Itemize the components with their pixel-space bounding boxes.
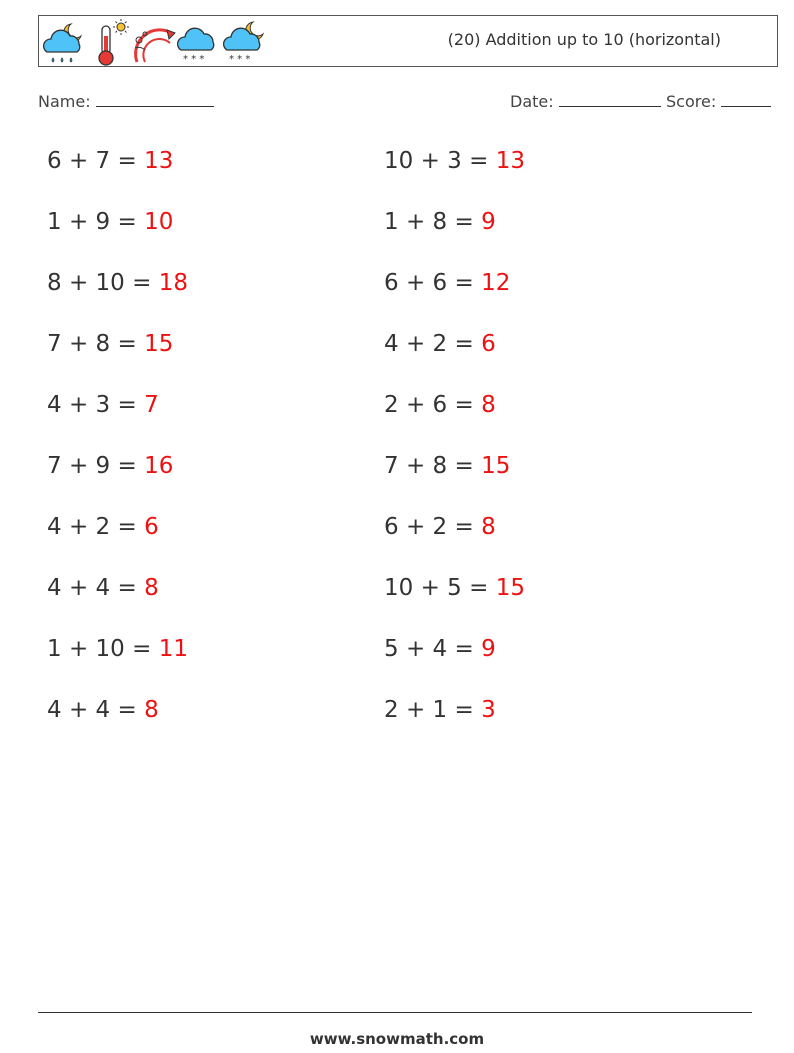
problem-answer: 9 xyxy=(481,209,496,235)
problem-item xyxy=(47,331,173,357)
svg-text:* * *: * * * xyxy=(183,54,205,65)
problem-question: 1 + 8 = xyxy=(384,209,482,235)
svg-text:* * *: * * * xyxy=(229,54,251,65)
problem-question: 6 + 6 = xyxy=(384,270,482,296)
problem-question: 4 + 2 = xyxy=(384,331,482,357)
problem-answer: 7 xyxy=(144,392,159,418)
problem-answer: 8 xyxy=(481,392,496,418)
problem-answer: 18 xyxy=(158,270,188,296)
worksheet-header xyxy=(38,15,778,67)
problem-item xyxy=(47,575,159,601)
thermometer-sun-icon xyxy=(93,18,133,66)
problem-answer: 15 xyxy=(495,575,525,601)
weather-icons xyxy=(41,18,281,66)
problem-question: 7 + 8 = xyxy=(384,453,482,479)
problem-question: 10 + 5 = xyxy=(384,575,496,601)
footer-site: www.snowmath.com xyxy=(309,1030,485,1048)
date-label: Date: xyxy=(510,92,554,111)
problem-question: 4 + 4 = xyxy=(47,697,145,723)
problem-item xyxy=(384,270,510,296)
problem-item xyxy=(47,148,173,174)
problem-question: 7 + 9 = xyxy=(47,453,145,479)
problem-answer: 11 xyxy=(158,636,188,662)
problem-answer: 9 xyxy=(481,636,496,662)
score-field[interactable] xyxy=(666,92,771,111)
problem-answer: 6 xyxy=(144,514,159,540)
rainbow-wind-icon xyxy=(133,18,177,66)
problem-item xyxy=(47,636,188,662)
score-blank[interactable] xyxy=(721,92,771,107)
problem-answer: 12 xyxy=(481,270,511,296)
problem-answer: 16 xyxy=(144,453,174,479)
date-blank[interactable] xyxy=(559,92,661,107)
problem-item xyxy=(47,453,173,479)
problem-answer: 3 xyxy=(481,697,496,723)
name-label: Name: xyxy=(38,92,91,111)
problem-question: 4 + 3 = xyxy=(47,392,145,418)
problem-item xyxy=(384,453,510,479)
score-label: Score: xyxy=(666,92,717,111)
problem-question: 2 + 6 = xyxy=(384,392,482,418)
problem-item xyxy=(384,697,496,723)
problem-answer: 13 xyxy=(495,148,525,174)
snow-cloud-icon xyxy=(177,18,223,66)
problem-answer: 15 xyxy=(144,331,174,357)
problem-item xyxy=(384,392,496,418)
problem-question: 1 + 10 = xyxy=(47,636,159,662)
problem-question: 10 + 3 = xyxy=(384,148,496,174)
problem-answer: 6 xyxy=(481,331,496,357)
problem-item xyxy=(384,331,496,357)
worksheet-title: (20) Addition up to 10 (horizontal) xyxy=(447,30,721,49)
rain-cloud-moon-icon xyxy=(41,18,87,66)
problem-item xyxy=(47,697,159,723)
problem-answer: 13 xyxy=(144,148,174,174)
problem-question: 7 + 8 = xyxy=(47,331,145,357)
problem-item xyxy=(47,209,173,235)
problem-answer: 8 xyxy=(144,575,159,601)
date-field[interactable] xyxy=(510,92,661,111)
problem-item xyxy=(384,209,496,235)
problem-question: 5 + 4 = xyxy=(384,636,482,662)
problem-item xyxy=(47,270,188,296)
footer-divider xyxy=(38,1012,752,1013)
problem-item xyxy=(47,392,159,418)
problem-item xyxy=(47,514,159,540)
problem-question: 8 + 10 = xyxy=(47,270,159,296)
name-blank[interactable] xyxy=(96,92,214,107)
snow-cloud-moon-icon xyxy=(223,18,271,66)
problem-question: 6 + 7 = xyxy=(47,148,145,174)
problem-answer: 15 xyxy=(481,453,511,479)
problem-question: 1 + 9 = xyxy=(47,209,145,235)
problem-item xyxy=(384,148,525,174)
problem-answer: 10 xyxy=(144,209,174,235)
problem-question: 4 + 4 = xyxy=(47,575,145,601)
problem-answer: 8 xyxy=(481,514,496,540)
problem-question: 4 + 2 = xyxy=(47,514,145,540)
problem-item xyxy=(384,575,525,601)
name-field[interactable] xyxy=(38,92,214,111)
problem-answer: 8 xyxy=(144,697,159,723)
problem-question: 2 + 1 = xyxy=(384,697,482,723)
problem-question: 6 + 2 = xyxy=(384,514,482,540)
problem-item xyxy=(384,636,496,662)
problem-item xyxy=(384,514,496,540)
